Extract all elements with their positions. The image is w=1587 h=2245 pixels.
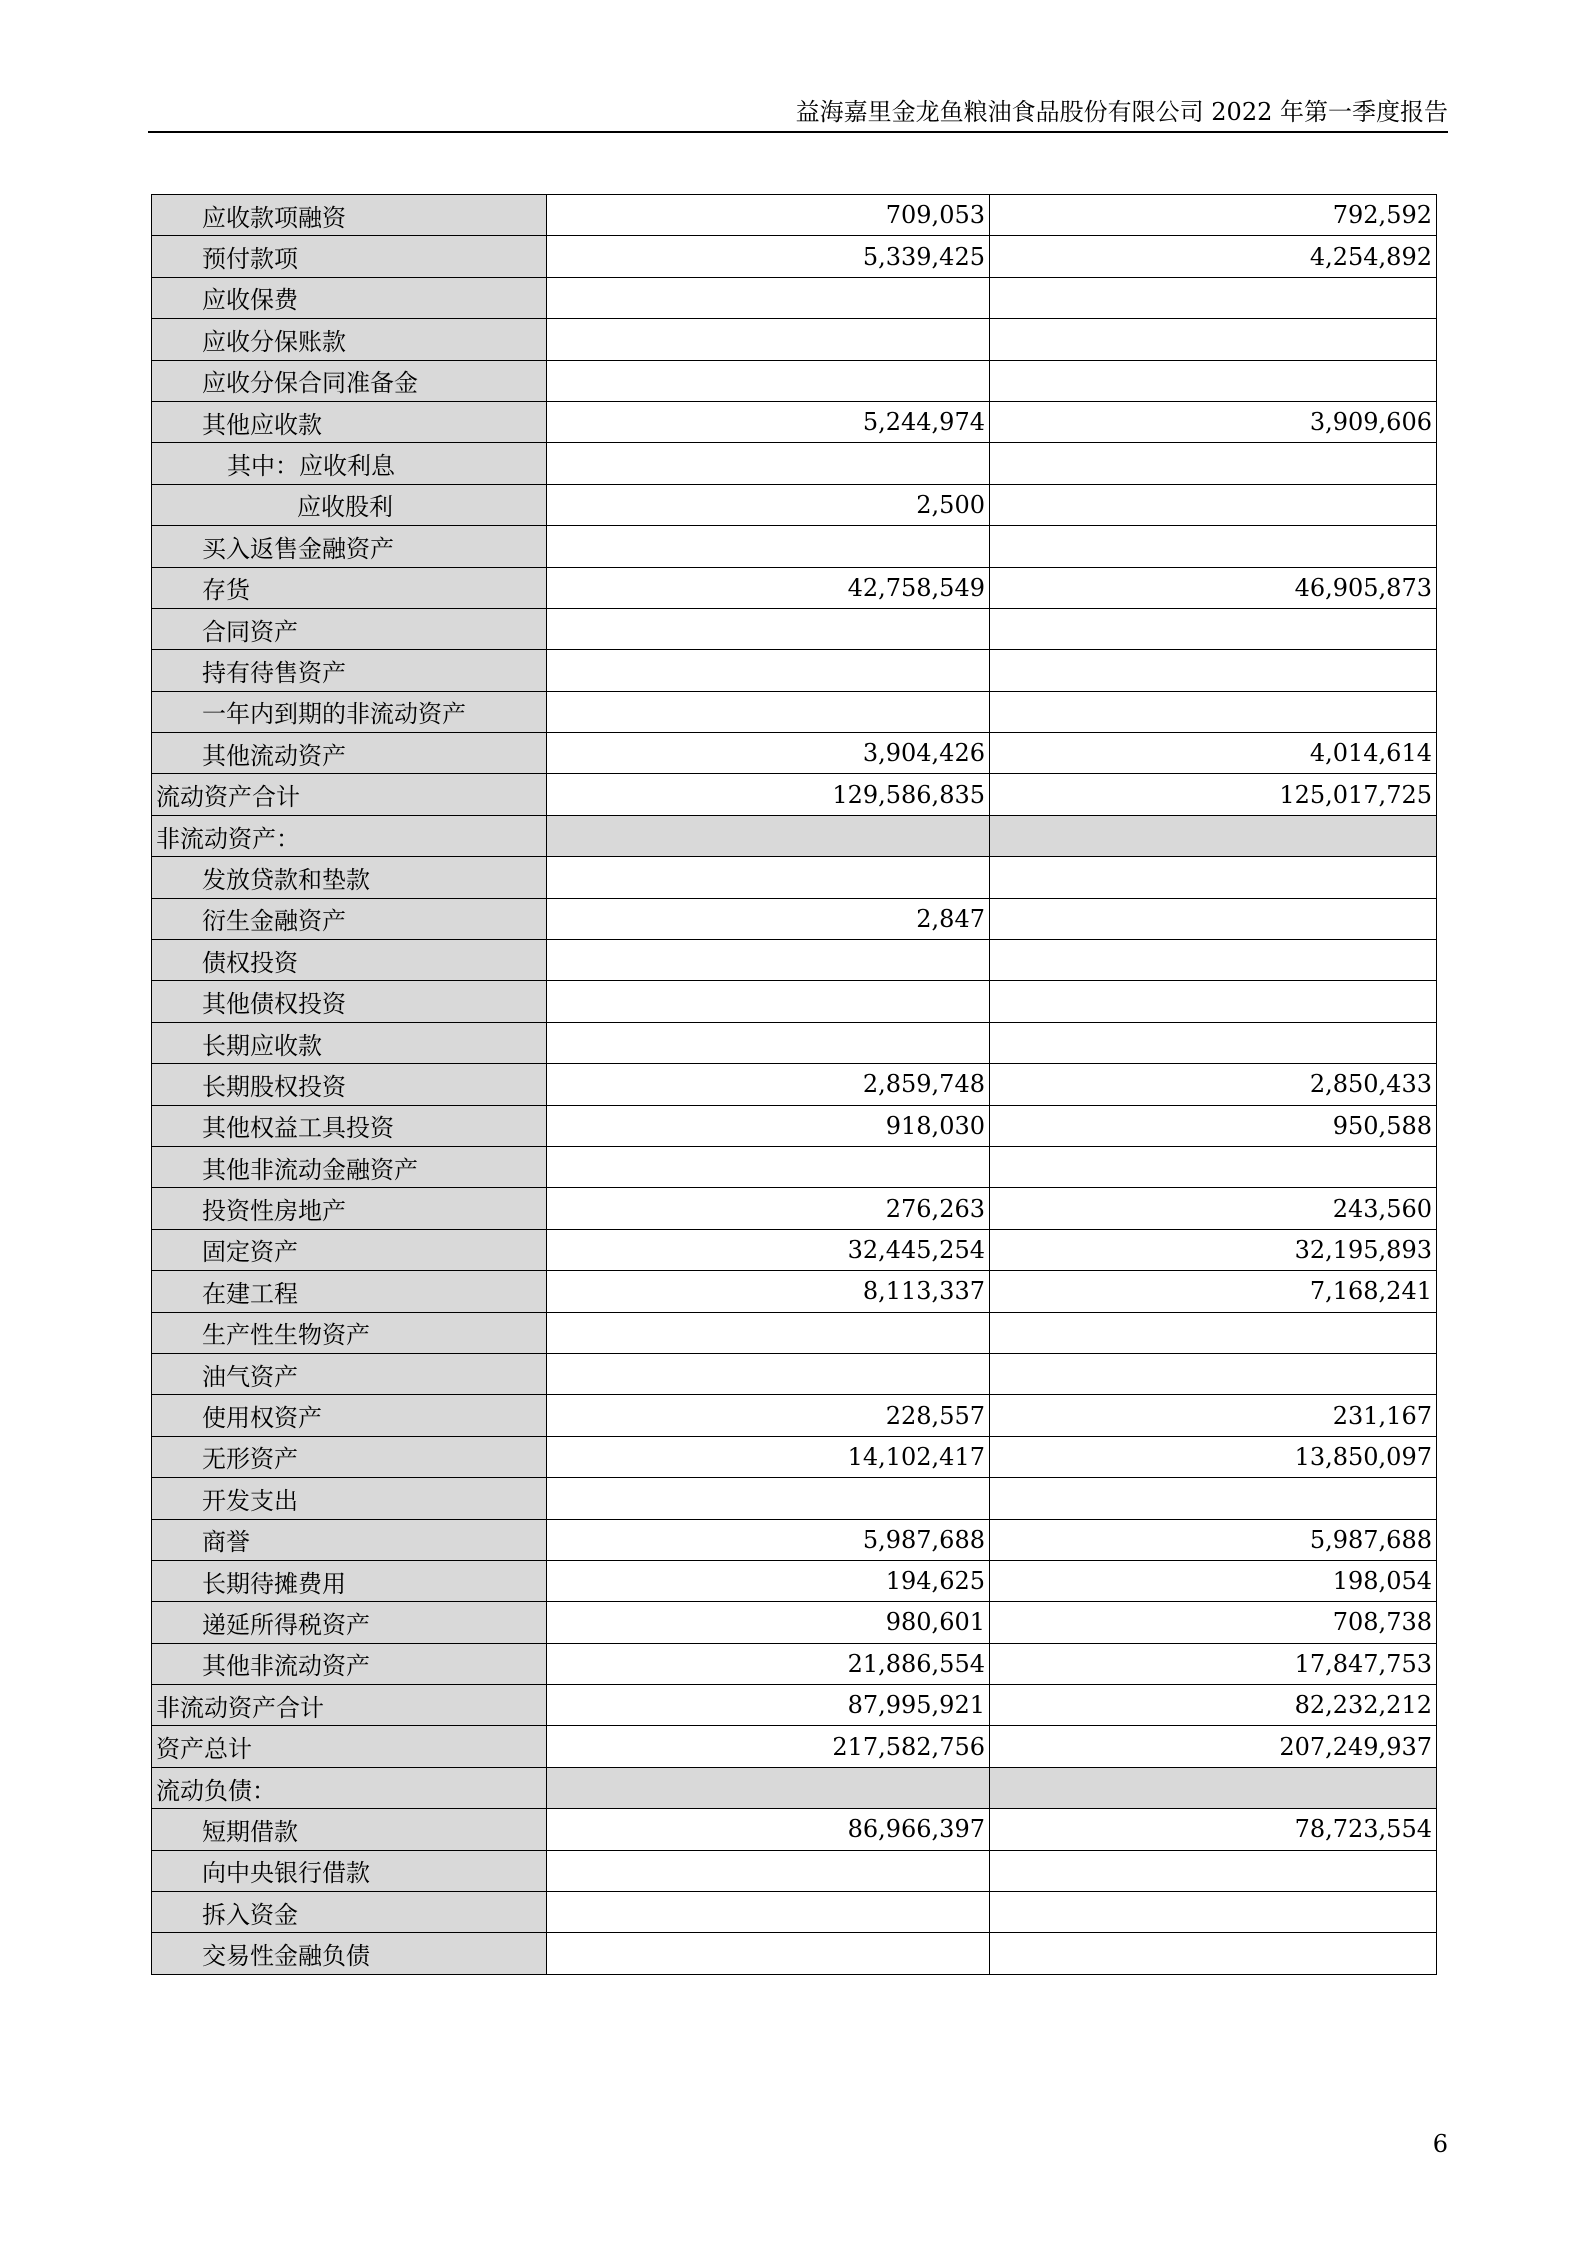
prior-period-value: 17,847,753 [990, 1643, 1437, 1684]
prior-period-value [990, 277, 1437, 318]
current-period-value: 228,557 [547, 1395, 990, 1436]
prior-period-value: 231,167 [990, 1395, 1437, 1436]
row-label: 交易性金融负债 [152, 1933, 547, 1974]
table-row [152, 1643, 1437, 1684]
prior-period-value: 4,254,892 [990, 236, 1437, 277]
current-period-value [547, 815, 990, 856]
table-row [152, 195, 1437, 236]
table-row [152, 1188, 1437, 1229]
current-period-value: 980,601 [547, 1602, 990, 1643]
row-label: 长期应收款 [152, 1022, 547, 1063]
table-row [152, 236, 1437, 277]
table-row [152, 277, 1437, 318]
table-row [152, 567, 1437, 608]
table-row [152, 1312, 1437, 1353]
table-row [152, 1353, 1437, 1394]
current-period-value [547, 319, 990, 360]
row-label: 应收保费 [152, 277, 547, 318]
prior-period-value: 950,588 [990, 1105, 1437, 1146]
table-row [152, 1602, 1437, 1643]
prior-period-value: 13,850,097 [990, 1436, 1437, 1477]
row-label: 生产性生物资产 [152, 1312, 547, 1353]
current-period-value: 21,886,554 [547, 1643, 990, 1684]
table-row [152, 484, 1437, 525]
current-period-value [547, 1892, 990, 1933]
prior-period-value [990, 484, 1437, 525]
current-period-value: 2,859,748 [547, 1064, 990, 1105]
current-period-value [547, 940, 990, 981]
table-row [152, 1105, 1437, 1146]
current-period-value [547, 1022, 990, 1063]
prior-period-value [990, 319, 1437, 360]
current-period-value [547, 981, 990, 1022]
row-label: 其他非流动资产 [152, 1643, 547, 1684]
prior-period-value [990, 940, 1437, 981]
table-row [152, 898, 1437, 939]
prior-period-value: 2,850,433 [990, 1064, 1437, 1105]
current-period-value: 129,586,835 [547, 774, 990, 815]
header-divider [148, 131, 1448, 133]
row-label: 其他债权投资 [152, 981, 547, 1022]
table-row [152, 1726, 1437, 1767]
balance-sheet-body [152, 195, 1437, 1975]
row-label: 应收股利 [152, 484, 547, 525]
current-period-value [547, 1478, 990, 1519]
current-period-value [547, 1146, 990, 1187]
table-row [152, 733, 1437, 774]
current-period-value [547, 1767, 990, 1808]
row-label: 预付款项 [152, 236, 547, 277]
prior-period-value [990, 898, 1437, 939]
row-label: 非流动资产： [152, 815, 547, 856]
row-label: 资产总计 [152, 1726, 547, 1767]
prior-period-value: 7,168,241 [990, 1271, 1437, 1312]
page-number: 6 [1432, 2130, 1448, 2158]
prior-period-value: 82,232,212 [990, 1685, 1437, 1726]
row-label: 持有待售资产 [152, 650, 547, 691]
current-period-value [547, 608, 990, 649]
table-row [152, 1685, 1437, 1726]
current-period-value: 42,758,549 [547, 567, 990, 608]
current-period-value: 32,445,254 [547, 1229, 990, 1270]
table-row [152, 1809, 1437, 1850]
table-row [152, 1478, 1437, 1519]
row-label: 买入返售金融资产 [152, 526, 547, 567]
row-label: 开发支出 [152, 1478, 547, 1519]
row-label: 衍生金融资产 [152, 898, 547, 939]
table-row [152, 691, 1437, 732]
table-row [152, 608, 1437, 649]
prior-period-value: 198,054 [990, 1560, 1437, 1601]
current-period-value: 217,582,756 [547, 1726, 990, 1767]
row-label: 长期股权投资 [152, 1064, 547, 1105]
current-period-value [547, 526, 990, 567]
row-label: 长期待摊费用 [152, 1560, 547, 1601]
row-label: 使用权资产 [152, 1395, 547, 1436]
row-label: 应收款项融资 [152, 195, 547, 236]
current-period-value [547, 360, 990, 401]
table-row [152, 1560, 1437, 1601]
table-row [152, 1395, 1437, 1436]
row-label: 递延所得税资产 [152, 1602, 547, 1643]
current-period-value: 5,987,688 [547, 1519, 990, 1560]
balance-sheet-table [151, 194, 1437, 1975]
prior-period-value [990, 650, 1437, 691]
prior-period-value: 708,738 [990, 1602, 1437, 1643]
table-row [152, 857, 1437, 898]
row-label: 其他非流动金融资产 [152, 1146, 547, 1187]
row-label: 投资性房地产 [152, 1188, 547, 1229]
report-header-title: 益海嘉里金龙鱼粮油食品股份有限公司 2022 年第一季度报告 [795, 98, 1448, 126]
current-period-value: 14,102,417 [547, 1436, 990, 1477]
prior-period-value [990, 1146, 1437, 1187]
table-row [152, 1436, 1437, 1477]
current-period-value [547, 1850, 990, 1891]
current-period-value: 2,500 [547, 484, 990, 525]
table-row [152, 940, 1437, 981]
row-label: 应收分保账款 [152, 319, 547, 360]
prior-period-value [990, 1933, 1437, 1974]
table-row [152, 1022, 1437, 1063]
current-period-value [547, 691, 990, 732]
row-label: 拆入资金 [152, 1892, 547, 1933]
prior-period-value [990, 1312, 1437, 1353]
prior-period-value: 78,723,554 [990, 1809, 1437, 1850]
prior-period-value [990, 1353, 1437, 1394]
table-row [152, 1933, 1437, 1974]
table-row [152, 1519, 1437, 1560]
prior-period-value [990, 443, 1437, 484]
table-row [152, 401, 1437, 442]
current-period-value: 5,339,425 [547, 236, 990, 277]
table-row [152, 1271, 1437, 1312]
row-label: 合同资产 [152, 608, 547, 649]
row-label: 固定资产 [152, 1229, 547, 1270]
row-label: 其中：应收利息 [152, 443, 547, 484]
current-period-value: 276,263 [547, 1188, 990, 1229]
row-label: 油气资产 [152, 1353, 547, 1394]
table-row [152, 774, 1437, 815]
prior-period-value: 46,905,873 [990, 567, 1437, 608]
prior-period-value [990, 1892, 1437, 1933]
prior-period-value [990, 691, 1437, 732]
prior-period-value [990, 1478, 1437, 1519]
row-label: 流动负债： [152, 1767, 547, 1808]
current-period-value: 2,847 [547, 898, 990, 939]
prior-period-value [990, 1767, 1437, 1808]
row-label: 非流动资产合计 [152, 1685, 547, 1726]
table-row [152, 981, 1437, 1022]
prior-period-value: 207,249,937 [990, 1726, 1437, 1767]
prior-period-value [990, 981, 1437, 1022]
current-period-value: 3,904,426 [547, 733, 990, 774]
prior-period-value [990, 1850, 1437, 1891]
current-period-value: 8,113,337 [547, 1271, 990, 1312]
row-label: 商誉 [152, 1519, 547, 1560]
current-period-value [547, 1353, 990, 1394]
table-row [152, 319, 1437, 360]
table-row [152, 526, 1437, 567]
row-label: 其他应收款 [152, 401, 547, 442]
table-row [152, 1064, 1437, 1105]
row-label: 一年内到期的非流动资产 [152, 691, 547, 732]
row-label: 其他权益工具投资 [152, 1105, 547, 1146]
current-period-value [547, 1312, 990, 1353]
current-period-value: 87,995,921 [547, 1685, 990, 1726]
prior-period-value [990, 857, 1437, 898]
prior-period-value [990, 360, 1437, 401]
table-row [152, 1146, 1437, 1187]
prior-period-value: 243,560 [990, 1188, 1437, 1229]
table-row [152, 650, 1437, 691]
current-period-value: 194,625 [547, 1560, 990, 1601]
row-label: 流动资产合计 [152, 774, 547, 815]
row-label: 存货 [152, 567, 547, 608]
prior-period-value: 125,017,725 [990, 774, 1437, 815]
current-period-value [547, 650, 990, 691]
table-row [152, 1892, 1437, 1933]
table-row [152, 815, 1437, 856]
table-row [152, 360, 1437, 401]
table-row [152, 1850, 1437, 1891]
row-label: 无形资产 [152, 1436, 547, 1477]
current-period-value: 709,053 [547, 195, 990, 236]
current-period-value: 5,244,974 [547, 401, 990, 442]
current-period-value [547, 277, 990, 318]
table-row [152, 443, 1437, 484]
current-period-value: 86,966,397 [547, 1809, 990, 1850]
row-label: 债权投资 [152, 940, 547, 981]
row-label: 向中央银行借款 [152, 1850, 547, 1891]
row-label: 在建工程 [152, 1271, 547, 1312]
row-label: 短期借款 [152, 1809, 547, 1850]
prior-period-value: 3,909,606 [990, 401, 1437, 442]
prior-period-value: 4,014,614 [990, 733, 1437, 774]
prior-period-value: 32,195,893 [990, 1229, 1437, 1270]
row-label: 应收分保合同准备金 [152, 360, 547, 401]
table-row [152, 1229, 1437, 1270]
prior-period-value: 792,592 [990, 195, 1437, 236]
table-row [152, 1767, 1437, 1808]
prior-period-value: 5,987,688 [990, 1519, 1437, 1560]
current-period-value [547, 1933, 990, 1974]
current-period-value [547, 857, 990, 898]
row-label: 其他流动资产 [152, 733, 547, 774]
prior-period-value [990, 1022, 1437, 1063]
prior-period-value [990, 526, 1437, 567]
prior-period-value [990, 815, 1437, 856]
prior-period-value [990, 608, 1437, 649]
current-period-value: 918,030 [547, 1105, 990, 1146]
current-period-value [547, 443, 990, 484]
row-label: 发放贷款和垫款 [152, 857, 547, 898]
